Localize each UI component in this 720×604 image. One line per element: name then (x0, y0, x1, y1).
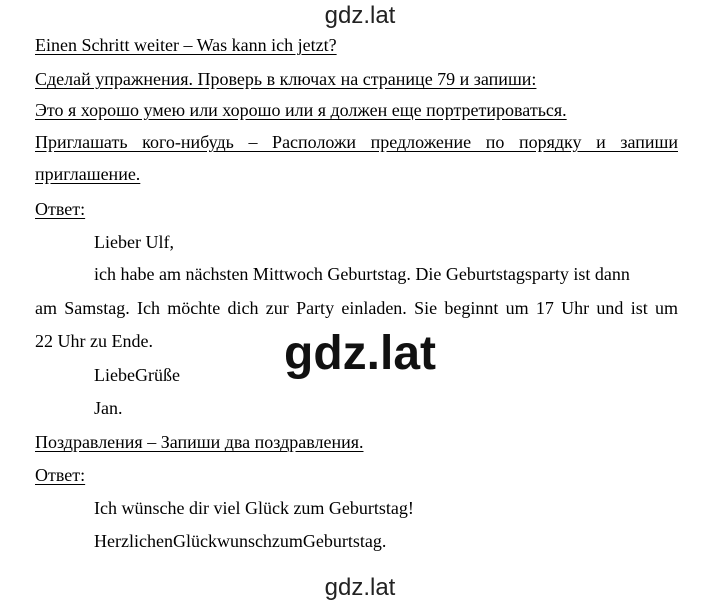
instruction-line: Это я хорошо умею или хорошо или я должен еще портретироваться. (35, 100, 567, 120)
letter-signature: Jan. (94, 398, 123, 418)
watermark-bottom: gdz.lat (324, 574, 396, 601)
instruction-line: Сделай упражнения. Проверь в ключах на странице 79 и запиши: (35, 69, 537, 89)
task-heading-continued: приглашение. (35, 164, 141, 184)
letter-greeting: Lieber Ulf, (94, 232, 174, 252)
letter-body-line: ich habe am nächsten Mittwoch Geburtstag. Die Geburtstagsparty ist dann (94, 264, 630, 284)
task-heading: Приглашать кого-нибудь – Расположи предложение по порядку и запиши (35, 132, 678, 152)
watermark-middle: gdz.lat (284, 327, 436, 380)
answer-label: Ответ: (35, 465, 86, 485)
section2-title: Поздравления – Запиши два поздравления. (35, 432, 364, 452)
wish-line: Ich wünsche dir viel Glück zum Geburtstag! (94, 498, 414, 518)
letter-closing: LiebeGrüße (94, 365, 180, 385)
wish-line: HerzlichenGlückwunschzumGeburtstag. (94, 531, 387, 551)
section1-title: Einen Schritt weiter – Was kann ich jetzt? (35, 35, 337, 55)
letter-body-line: am Samstag. Ich möchte dich zur Party einladen. Sie beginnt um 17 Uhr und ist um (35, 298, 678, 318)
answer-label: Ответ: (35, 199, 86, 219)
watermark-top: gdz.lat (324, 2, 396, 29)
letter-body-line: 22 Uhr zu Ende. (35, 331, 153, 351)
